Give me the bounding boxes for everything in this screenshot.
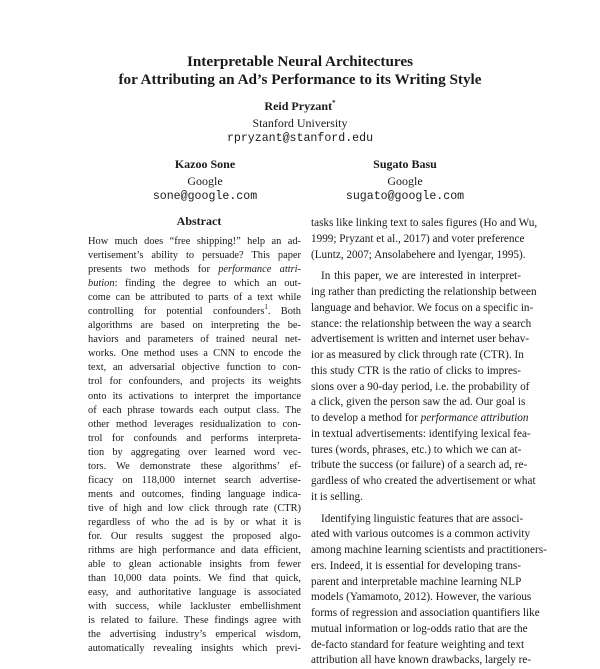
- author-left: [120, 156, 290, 206]
- body-line: a click, given the person saw the ad. Our goal is: [311, 396, 526, 409]
- abstract-line: ments and outcomes, finding language indica-: [88, 488, 301, 500]
- body-line: sions over a 90-day period, i.e. the probability of: [311, 380, 530, 393]
- abstract-line: than 10,000 data points. We find that quick,: [88, 573, 301, 585]
- body-line: ated with various outcomes is a common activity: [311, 528, 531, 541]
- body-line: ing rather than predicting the relationship between: [311, 286, 537, 298]
- body-line: 1999; Pryzant et al., 2017) and voter preference: [311, 232, 525, 245]
- abstract-line: trol for confounders, and projects its weights: [88, 376, 301, 388]
- body-line: to develop a method for performance attribution: [311, 412, 529, 424]
- abstract-line: text, an adversarial objective function to con-: [88, 362, 301, 374]
- abstract-line: able to glean actionable insights from fewer: [88, 559, 301, 571]
- body-line: forms of regression and association quantifiers like: [311, 607, 540, 619]
- author-name: Sugato Basu: [373, 157, 437, 171]
- author-email[interactable]: rpryzant@stanford.edu: [226, 132, 374, 145]
- abstract-line: algorithms are based on interpreting the be-: [88, 320, 301, 332]
- abstract-line: haviors and parameters of trained neural net-: [88, 334, 301, 346]
- author-right: [320, 156, 490, 206]
- body-line: tasks like linking text to sales figures (Ho and Wu,: [311, 217, 538, 229]
- abstract-line: works. One method uses a CNN to encode the: [88, 348, 301, 360]
- body-line: de-facto standard for feature weighting and text: [311, 638, 525, 651]
- author-main: [0, 98, 600, 148]
- abstract-line: tors. We demonstrate these algorithms’ ef-: [88, 460, 301, 472]
- body-line: models (Yamamoto, 2012). However, the various: [311, 591, 532, 604]
- title-line-1: Interpretable Neural Architectures: [186, 53, 414, 70]
- author-footnote-mark: *: [332, 99, 336, 107]
- title-line-2: for Attributing an Ad’s Performance to its Writing Style: [118, 71, 482, 88]
- abstract-line: controlling for potential confounders$^1$. Both: [88, 303, 301, 318]
- abstract-line: come can be attributed to parts of a text while: [88, 292, 301, 304]
- body-line: In this paper, we are interested in interpret-: [321, 270, 521, 283]
- author-email[interactable]: sone@google.com: [152, 190, 258, 203]
- abstract-line: trol for confounds and performs interpreta-: [88, 432, 301, 444]
- abstract-line: automatically revealing insights which previ-: [88, 643, 301, 655]
- author-email[interactable]: sugato@google.com: [345, 190, 465, 203]
- body-right-column: [311, 216, 547, 669]
- abstract-line: regardless of who the ad is by or what it is: [88, 516, 301, 528]
- paper-title: [0, 53, 600, 89]
- abstract-line: the advertising industry’s emperical wisdom,: [88, 629, 301, 641]
- body-line: language and behavior. We focus on a specific in-: [311, 301, 534, 314]
- author-affiliation: Google: [187, 173, 223, 188]
- body-line: among machine learning scientists and practitioners-: [311, 544, 547, 556]
- abstract-line: rithms are high performance and data efficient,: [88, 545, 301, 557]
- body-line: ior as measured by click through rate (CTR). In: [311, 349, 524, 361]
- body-line: in textual advertisements: identifying lexical fea-: [311, 427, 531, 440]
- abstract-line: How much does “free shipping!” help an ad-: [88, 236, 301, 247]
- body-line: gardless of who created the advertisement or what: [311, 475, 536, 487]
- author-name: Kazoo Sone: [174, 157, 236, 171]
- abstract-line: is related to failure. These findings agree with: [88, 615, 301, 627]
- body-line: mutual information or log-odds ratio that are the: [311, 622, 528, 635]
- abstract-line: presents two methods for performance attri-: [88, 264, 301, 276]
- abstract-line: other method leverages residualization to con-: [88, 418, 301, 430]
- abstract-heading: Abstract: [176, 214, 222, 228]
- author-affiliation: Google: [387, 173, 423, 188]
- body-line: Identifying linguistic features that are associ-: [321, 512, 524, 525]
- abstract-line: for. Our results suggest the proposed algo-: [88, 530, 301, 542]
- body-line: stance: the relationship between the way a search: [311, 317, 532, 330]
- abstract-line: bution: finding the degree to which an out-: [88, 278, 301, 290]
- abstract-text: [88, 235, 301, 656]
- abstract-line: easy, and authoritative language is associated: [88, 587, 301, 599]
- abstract-line: with success, while lackluster embellishment: [88, 601, 301, 613]
- body-line: parent and interpretable machine learning NLP: [311, 575, 522, 588]
- body-line: tures (words, phrases, etc.) to which we can at-: [311, 443, 522, 456]
- author-name: Reid Pryzant: [264, 99, 333, 113]
- abstract-line: of each phrase towards each output class. The: [88, 404, 301, 416]
- abstract-line: vertisement’s ability to persuade? This paper: [88, 250, 301, 262]
- body-line: attribution all have known drawbacks, largely re-: [311, 654, 532, 667]
- body-line: (Luntz, 2007; Ansolabehere and Iyengar, 1995).: [311, 248, 526, 261]
- author-affiliation: Stanford University: [252, 115, 348, 130]
- abstract-line: tive of high and low click through rate (CTR): [88, 502, 301, 514]
- abstract-line: ficacy on 118,000 internet search advertise-: [88, 474, 301, 486]
- body-line: ers. Indeed, it is essential for developing trans-: [311, 559, 521, 572]
- body-line: advertisement is written and internet user behav-: [311, 333, 530, 346]
- body-line: tribute the success (or failure) of a search ad, re-: [311, 459, 528, 472]
- abstract-line: tion by aggregating over learned word vec-: [88, 446, 301, 458]
- abstract-line: onto its activations to interpret the importance: [88, 390, 301, 402]
- body-line: this study CTR is the ratio of clicks to impres-: [311, 364, 521, 377]
- body-line: it is selling.: [311, 490, 363, 503]
